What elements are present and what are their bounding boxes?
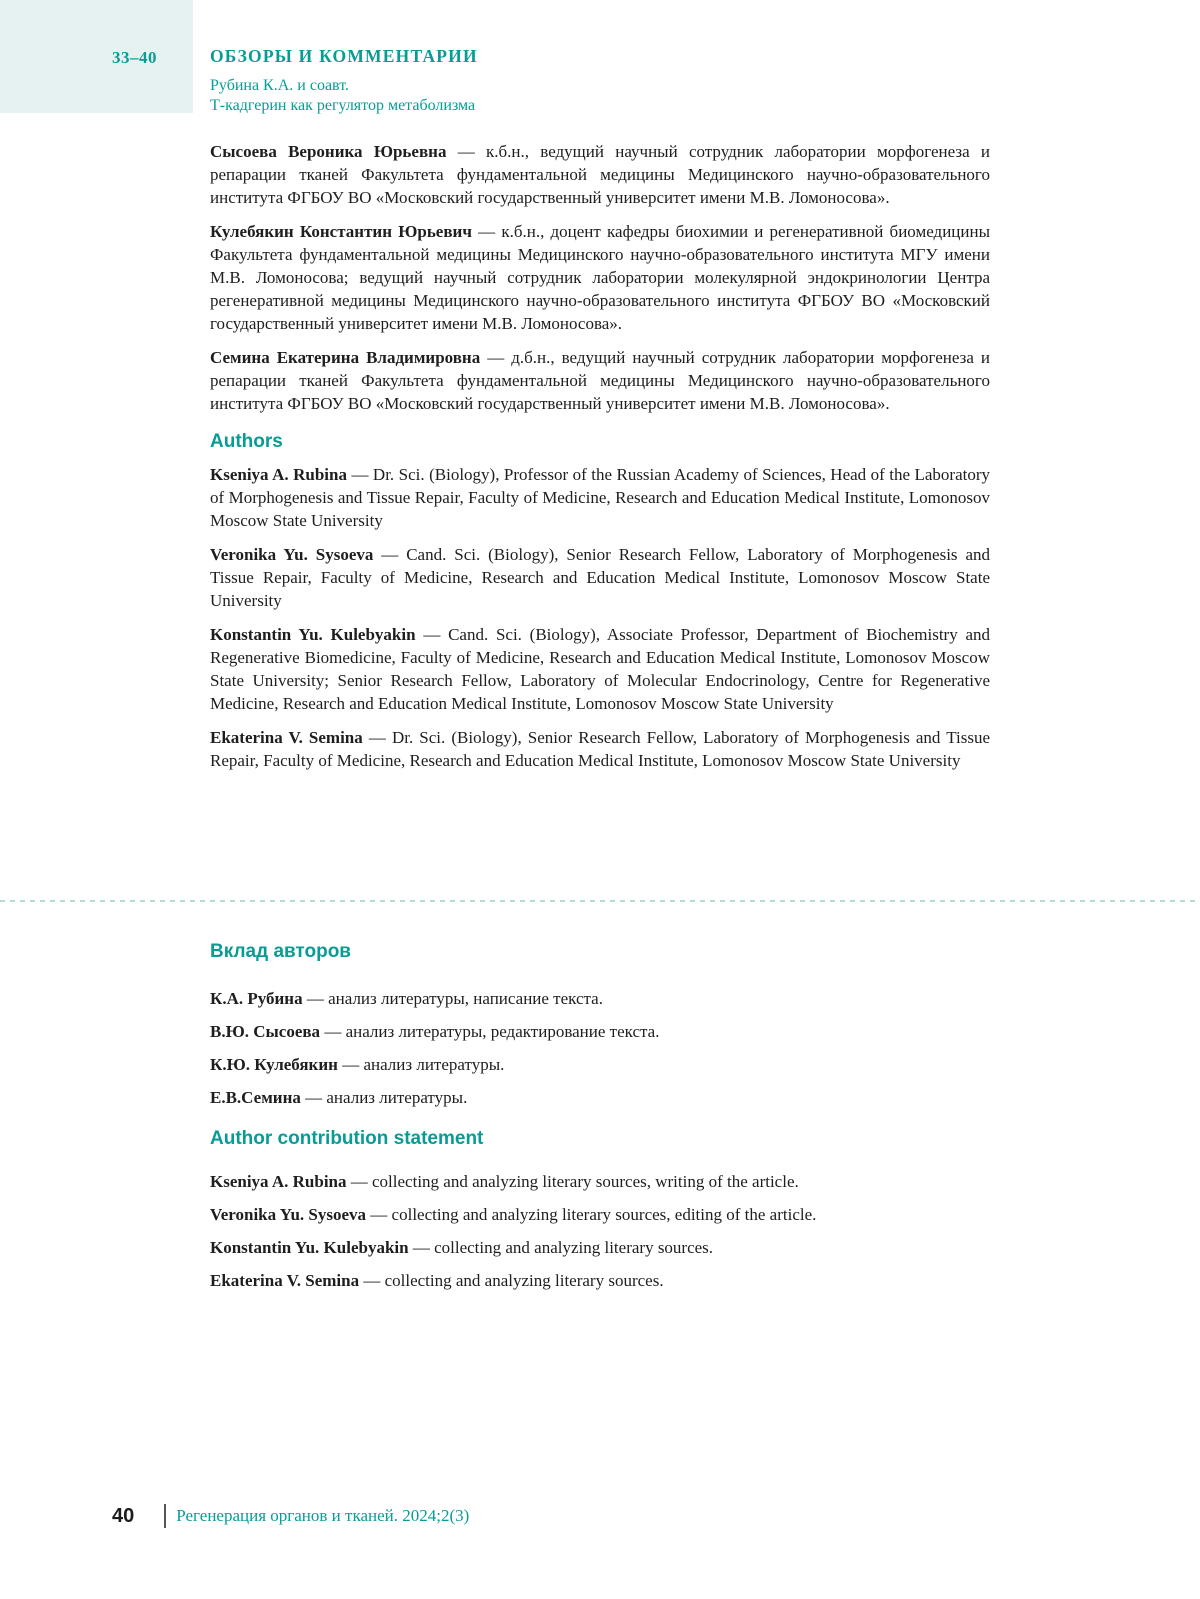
author-name: Кулебякин Константин Юрьевич — [210, 222, 472, 241]
author-desc: — д.б.н., ведущий научный сотрудник лаборатории морфогенеза и репарации тканей Факультета фундаментальной медицины Медицинского научно-образовательного института ФГБОУ ВО «Московский государственный университет имени М.В. Ломоносова». — [210, 348, 990, 413]
contrib-item-en — [210, 1269, 990, 1292]
author-name: Семина Екатерина Владимировна — [210, 348, 481, 367]
running-head-title: Т-кадгерин как регулятор метаболизма — [210, 97, 476, 114]
contrib-item-ru — [210, 1020, 990, 1043]
author-bio-en — [210, 726, 990, 772]
author-bio-ru — [210, 346, 990, 415]
contrib-item-en — [210, 1170, 990, 1193]
contrib-desc: — collecting and analyzing literary sources. — [363, 1271, 664, 1290]
contrib-name: К.Ю. Кулебякин — [210, 1055, 338, 1074]
contrib-desc: — анализ литературы, написание текста. — [306, 989, 603, 1008]
contrib-item-en — [210, 1236, 990, 1259]
footer-divider — [164, 1504, 166, 1528]
page-range-box — [0, 0, 193, 113]
author-desc: — Cand. Sci. (Biology), Senior Research Fellow, Laboratory of Morphogenesis and Tissue Repair, Faculty of Medicine, Research and Education Medical Institute, Lomonosov Moscow State University — [210, 545, 990, 610]
contrib-item-en — [210, 1203, 990, 1226]
author-bio-ru — [210, 140, 990, 209]
contrib-desc: — анализ литературы, редактирование текста. — [324, 1022, 660, 1041]
author-desc: — к.б.н., ведущий научный сотрудник лаборатории морфогенеза и репарации тканей Факультета фундаментальной медицины Медицинского научно-образовательного института ФГБОУ ВО «Московский государственный университет имени М.В. Ломоносова». — [210, 142, 991, 207]
dashed-separator — [0, 900, 1200, 902]
contrib-desc: — анализ литературы. — [342, 1055, 505, 1074]
contrib-desc: — анализ литературы. — [305, 1088, 468, 1107]
page-range: 33–40 — [112, 48, 157, 67]
author-bio-en — [210, 543, 990, 612]
author-name: Konstantin Yu. Kulebyakin — [210, 625, 416, 644]
contrib-desc: — collecting and analyzing literary sources, editing of the article. — [370, 1205, 817, 1224]
authors-heading: Authors — [210, 431, 283, 452]
contrib-ru-heading: Вклад авторов — [210, 941, 351, 962]
page-footer — [0, 1504, 1200, 1528]
contrib-item-ru — [210, 1053, 990, 1076]
contributions-section — [210, 941, 990, 1302]
contrib-name: К.А. Рубина — [210, 989, 303, 1008]
contrib-name: Ekaterina V. Semina — [210, 1271, 360, 1290]
contrib-en-heading: Author contribution statement — [210, 1128, 484, 1149]
author-desc: — Cand. Sci. (Biology), Associate Professor, Department of Biochemistry and Regenerative Biomedicine, Faculty of Medicine, Research and Education Medical Institute, Lomonosov Moscow State University; Senior Research Fellow, Laboratory of Molecular Endocrinology, Centre for Regenerative Medicine, Research and Education Medical Institute, Lomonosov Moscow State University — [210, 625, 991, 713]
author-name: Ekaterina V. Semina — [210, 728, 363, 747]
author-name: Сысоева Вероника Юрьевна — [210, 142, 447, 161]
contrib-item-ru — [210, 987, 990, 1010]
author-desc: — Dr. Sci. (Biology), Senior Research Fellow, Laboratory of Morphogenesis and Tissue Repair, Faculty of Medicine, Research and Education Medical Institute, Lomonosov Moscow State University — [210, 728, 991, 770]
contrib-desc: — collecting and analyzing literary sources, writing of the article. — [350, 1172, 799, 1191]
author-bio-ru — [210, 220, 990, 335]
contrib-name: Kseniya A. Rubina — [210, 1172, 347, 1191]
contrib-desc: — collecting and analyzing literary sources. — [412, 1238, 714, 1257]
running-head-author: Рубина К.А. и соавт. — [210, 77, 349, 94]
author-bio-en — [210, 463, 990, 532]
author-name: Veronika Yu. Sysoeva — [210, 545, 374, 564]
section-title: ОБЗОРЫ И КОММЕНТАРИИ — [210, 46, 478, 66]
author-bio-en — [210, 623, 990, 715]
main-content — [210, 140, 990, 783]
author-desc: — Dr. Sci. (Biology), Professor of the Russian Academy of Sciences, Head of the Laboratory of Morphogenesis and Tissue Repair, Faculty of Medicine, Research and Education Medical Institute, Lomonosov Moscow State University — [210, 465, 991, 530]
contrib-name: Е.В.Семина — [210, 1088, 301, 1107]
contrib-name: Konstantin Yu. Kulebyakin — [210, 1238, 409, 1257]
contrib-name: В.Ю. Сысоева — [210, 1022, 321, 1041]
running-head — [210, 46, 990, 116]
page-number: 40 — [112, 1504, 135, 1527]
journal-reference: Регенерация органов и тканей. 2024;2(3) — [176, 1506, 470, 1525]
author-desc: — к.б.н., доцент кафедры биохимии и регенеративной биомедицины Факультета фундаментальной медицины Медицинского научно-образовательного института МГУ имени М.В. Ломоносова; ведущий научный сотрудник лаборатории молекулярной эндокринологии Центра регенеративной медицины Медицинского научно-образовательного института ФГБОУ ВО «Московский государственный университет имени М.В. Ломоносова». — [210, 222, 991, 333]
contrib-name: Veronika Yu. Sysoeva — [210, 1205, 367, 1224]
contrib-item-ru — [210, 1086, 990, 1109]
author-name: Kseniya A. Rubina — [210, 465, 347, 484]
